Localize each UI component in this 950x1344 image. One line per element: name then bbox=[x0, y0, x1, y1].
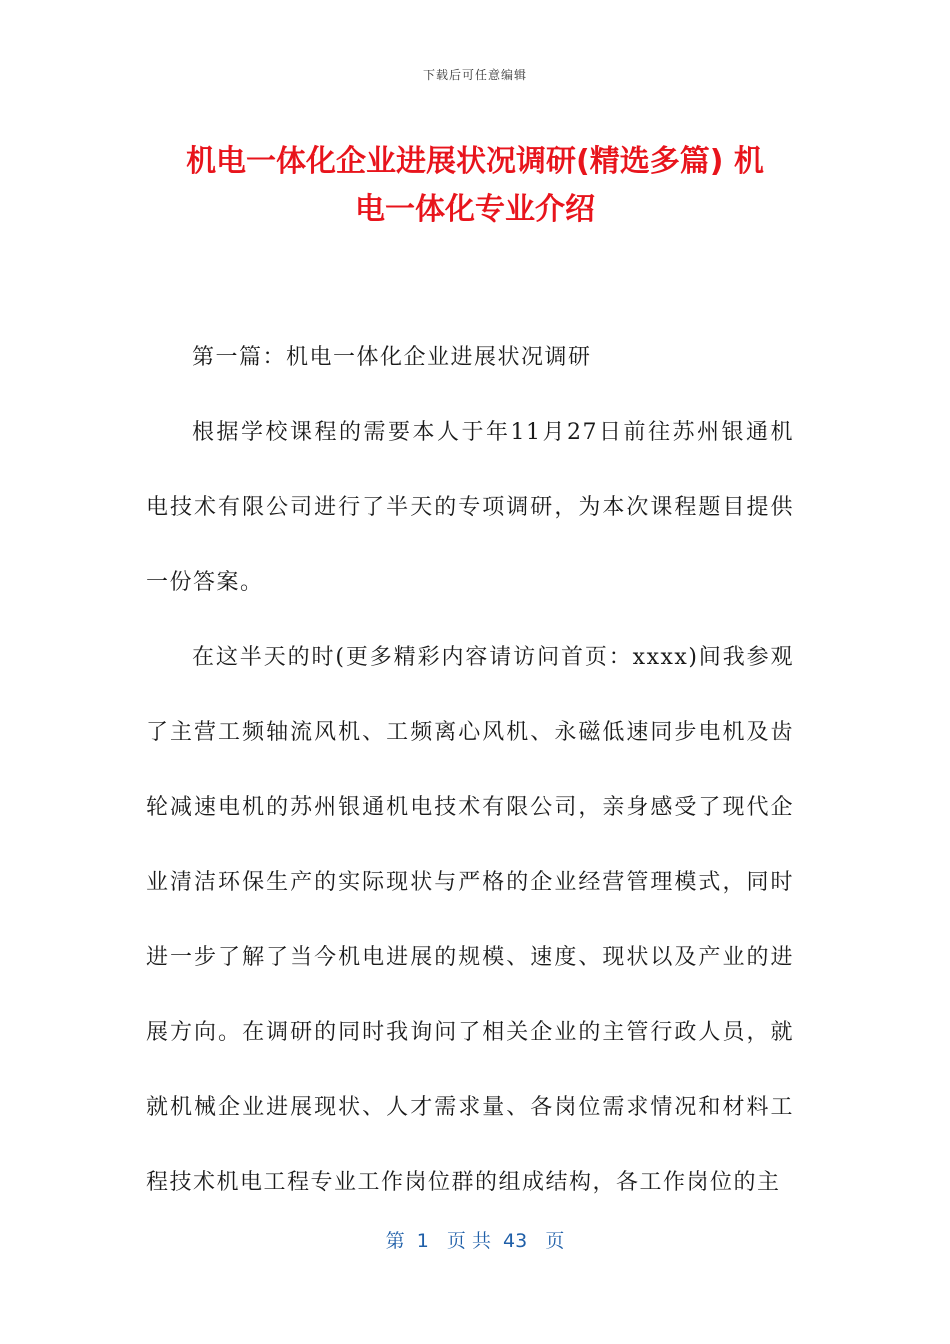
document-title bbox=[140, 138, 810, 234]
document-body bbox=[146, 320, 794, 1220]
paragraph-2: 在这半天的时(更多精彩内容请访问首页：xxxx)间我参观了主营工频轴流风机、工频离心风机、永磁低速同步电机及齿轮减速电机的苏州银通机电技术有限公司，亲身感受了现代企业清洁环保生产的实际现状与严格的企业经营管理模式，同时进一步了解了当今机电进展的规模、速度、现状以及产业的进展方向。在调研的同时我询问了相关企业的主管行政人员，就就机械企业进展现状、人才需求量、各岗位需求情况和材料工程技术机电工程专业工作岗位群的组成结构，各工作岗位的主 bbox=[146, 645, 794, 1195]
title-line-2: 电一体化专业介绍 bbox=[355, 192, 595, 227]
page-number-footer: 第 1 页 共 43 页 bbox=[385, 1230, 565, 1252]
section-heading: 第一篇：机电一体化企业进展状况调研 bbox=[192, 345, 592, 370]
header-note: 下载后可任意编辑 bbox=[422, 68, 527, 82]
paragraph-1: 根据学校课程的需要本人于年11月27日前往苏州银通机电技术有限公司进行了半天的专项调研，为本次课程题目提供一份答案。 bbox=[146, 420, 794, 595]
title-line-1: 机电一体化企业进展状况调研(精选多篇) 机 bbox=[186, 144, 764, 179]
